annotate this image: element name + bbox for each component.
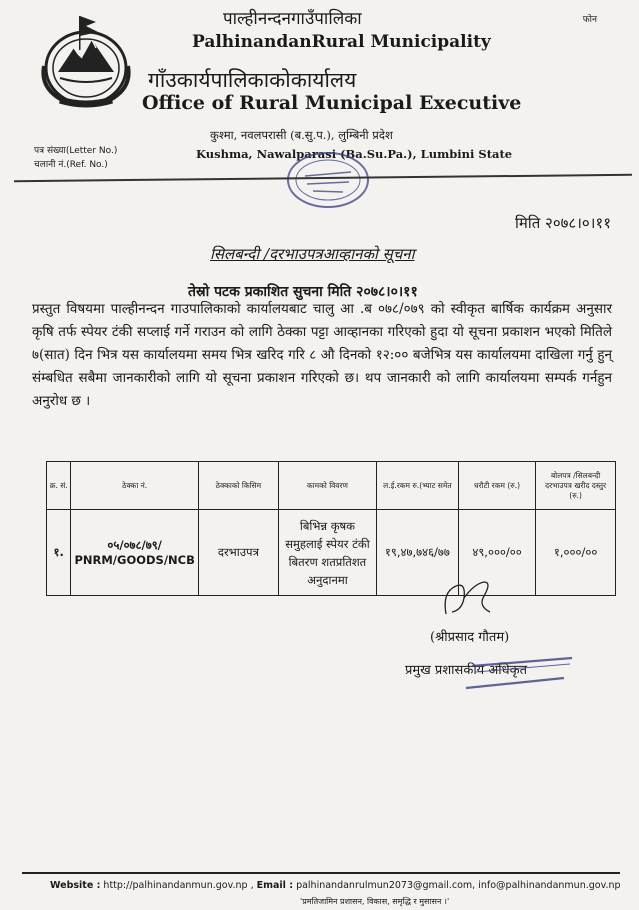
cell-sn: १.: [47, 510, 71, 596]
office-name-np: गाँउकार्यपालिकाकोकार्यालय: [148, 68, 357, 92]
header-fee: बोलपत्र /सिलबन्दी दरभाउपत्र खरीद दस्तुर (रु.): [536, 462, 616, 510]
website-label: Website :: [50, 880, 101, 891]
office-stamp-icon: [285, 150, 371, 210]
phone-label: फोन: [582, 15, 597, 25]
cell-fee: १,०००/००: [536, 510, 616, 596]
cell-work-desc: बिभिन्न कृषक समुहलाई स्पेयर टंकी बितरण शतप्रतिशत अनुदानमा: [278, 510, 376, 596]
header-contract-no: ठेक्का नं.: [71, 462, 198, 510]
ref-no-label: चलानी नं.(Ref. No.): [34, 160, 108, 170]
signature-icon: [440, 576, 500, 624]
signatory-title: प्रमुख प्रशासकीय अधिकृत: [405, 663, 528, 678]
tender-table: [46, 461, 616, 596]
email-links[interactable]: palhinandanrulmun2073@gmail.com, info@palhinandanmun.gov.np: [296, 880, 621, 891]
municipality-name-np: पाल्हीनन्दनगाउँपालिका: [223, 9, 362, 29]
footer-motto: 'प्रमतिजामिन प्रशासन, विकास, समृद्धि र मुसासन ।': [300, 897, 450, 906]
address-np: कुश्मा, नवलपरासी (ब.सु.प.), लुम्बिनी प्रदेश: [210, 128, 393, 142]
notice-date: मिति २०७८।०।११: [514, 214, 611, 232]
letter-no-label: पत्र संख्या(Letter No.): [34, 146, 118, 156]
cell-contract-no: ०५/०७८/७९/ PNRM/GOODS/NCB: [71, 510, 198, 596]
office-name-en: Office of Rural Municipal Executive: [142, 92, 522, 114]
municipality-name-en: PalhinandanRural Municipality: [192, 32, 491, 52]
email-label: Email :: [256, 880, 294, 891]
header-cost: ल.ई.रकम रु.(भ्याट समेत: [376, 462, 458, 510]
header-contract-type: ठेक्काको किसिम: [198, 462, 278, 510]
website-link[interactable]: http://palhinandanmun.gov.np: [103, 880, 248, 891]
cell-deposit: ४९,०००/००: [458, 510, 535, 596]
notice-paragraph: प्रस्तुत विषयमा पाल्हीनन्दन गाउपालिकाको कार्यालयबाट चालु आ .ब ०७८/०७९ को स्वीकृत बार्षिक कार्यक्रम अनुसार कृषि तर्फ स्पेयर टंकी सप्लाई गर्ने गराउन को लागि ठेक्का पट्टा आव्हानका गरिएको हुदा यो सूचना प्रकाशन भएको मितिले ७(सात) दिन भित्र यस कार्यालयमा समय भित्र खरिद गरि ८ औ दिनको १२:०० बजेभित्र यस कार्यालयमा दाखिला गर्नु हुन् संम्बधित सबैमा जानकारीको लागि यो सूचना प्रकाशन गरिएको छ। थप जानकारी को लागि कार्यालयमा सम्पर्क गर्नहुन अनुरोध छ ।: [32, 301, 612, 409]
nepal-emblem-icon: [30, 8, 142, 112]
footer-contact: Website : http://palhinandanmun.gov.np , Email : palhinandanrulmun2073@gmail.com, info@palhinandanmun.gov.np: [50, 880, 621, 891]
address-en: Kushma, Nawalparasi (Ba.Su.Pa.), Lumbini State: [196, 147, 513, 161]
notice-title: सिलबन्दी /दरभाउपत्रआव्हानको सूचना: [210, 245, 415, 263]
cell-contract-type: दरभाउपत्र: [198, 510, 278, 596]
table-header-row: [47, 462, 616, 510]
designation-stamp-icon: [452, 648, 592, 702]
signatory-name: (श्रीप्रसाद गौतम): [430, 630, 510, 645]
published-date-line: तेस्रो पटक प्रकाशित सुचना मिति २०७८।०।११: [188, 284, 418, 300]
table-row: [47, 510, 616, 596]
header-work-desc: कामको विवरण: [278, 462, 376, 510]
header-sn: क्र. सं.: [47, 462, 71, 510]
footer-divider: [22, 872, 620, 874]
header-deposit: धरौटी रकम (रु.): [458, 462, 535, 510]
cell-cost: १९,४७,७४६/७७: [376, 510, 458, 596]
